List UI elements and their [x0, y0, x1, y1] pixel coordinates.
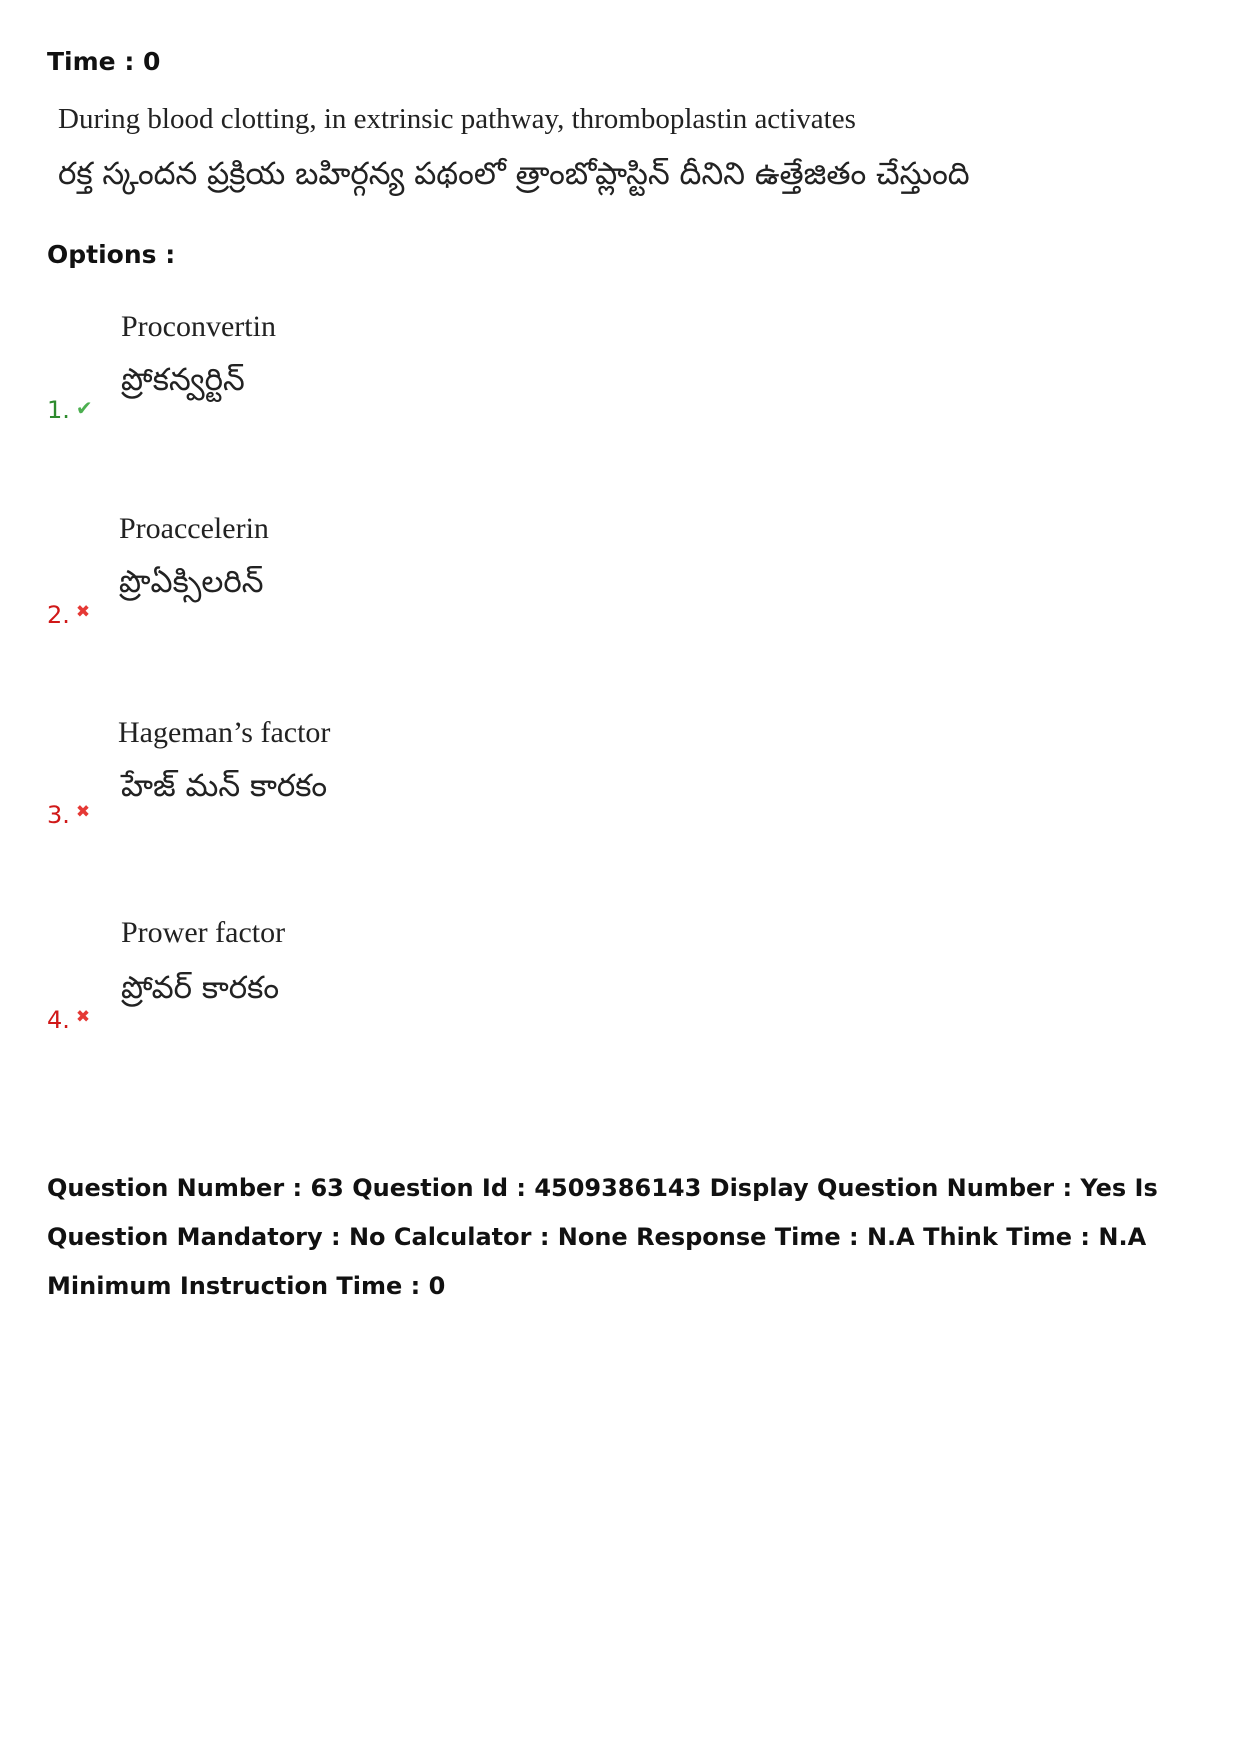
cross-icon: ✖ [75, 1007, 91, 1027]
check-icon: ✔ [75, 396, 93, 420]
option-2-number [47, 601, 90, 629]
option-3-english: Hageman’s factor [118, 716, 331, 749]
option-3-telugu: హేజ్ మన్ కారకం [121, 768, 328, 804]
option-1-english: Proconvertin [121, 310, 276, 343]
question-meta-info: Question Number : 63 Question Id : 4509386143 Display Question Number : Yes Is Question Mandatory : No Calculator : None Response Time : N.A Think Time : N.A Minimum Instruction Time : 0 [47, 1174, 1158, 1300]
time-label: Time : 0 [47, 47, 161, 76]
question-text-telugu: రక్త స్కందన ప్రక్రియ బహిర్గన్య పథంలో త్రాంబోప్లాస్టిన్ దీనిని ఉత్తేజితం చేస్తుంది [58, 156, 970, 192]
options-heading: Options : [47, 240, 176, 269]
option-4-telugu: ప్రోవర్ కారకం [121, 970, 280, 1006]
option-number-label: 2. [47, 601, 70, 629]
option-number-label: 4. [47, 1006, 70, 1034]
cross-icon: ✖ [75, 602, 91, 622]
option-number-label: 1. [47, 396, 70, 424]
option-2-telugu: ప్రొఏక్సిలరిన్ [119, 564, 264, 600]
question-text-english: During blood clotting, in extrinsic pathway, thromboplastin activates [58, 103, 856, 135]
option-1-telugu: ప్రోకన్వర్టిన్ [121, 362, 245, 398]
option-4-english: Prower factor [121, 916, 286, 949]
cross-icon: ✖ [75, 802, 91, 822]
option-2-english: Proaccelerin [119, 512, 269, 545]
option-4-number [47, 1006, 90, 1034]
option-1-number [47, 396, 93, 424]
option-3-number [47, 801, 90, 829]
option-number-label: 3. [47, 801, 70, 829]
